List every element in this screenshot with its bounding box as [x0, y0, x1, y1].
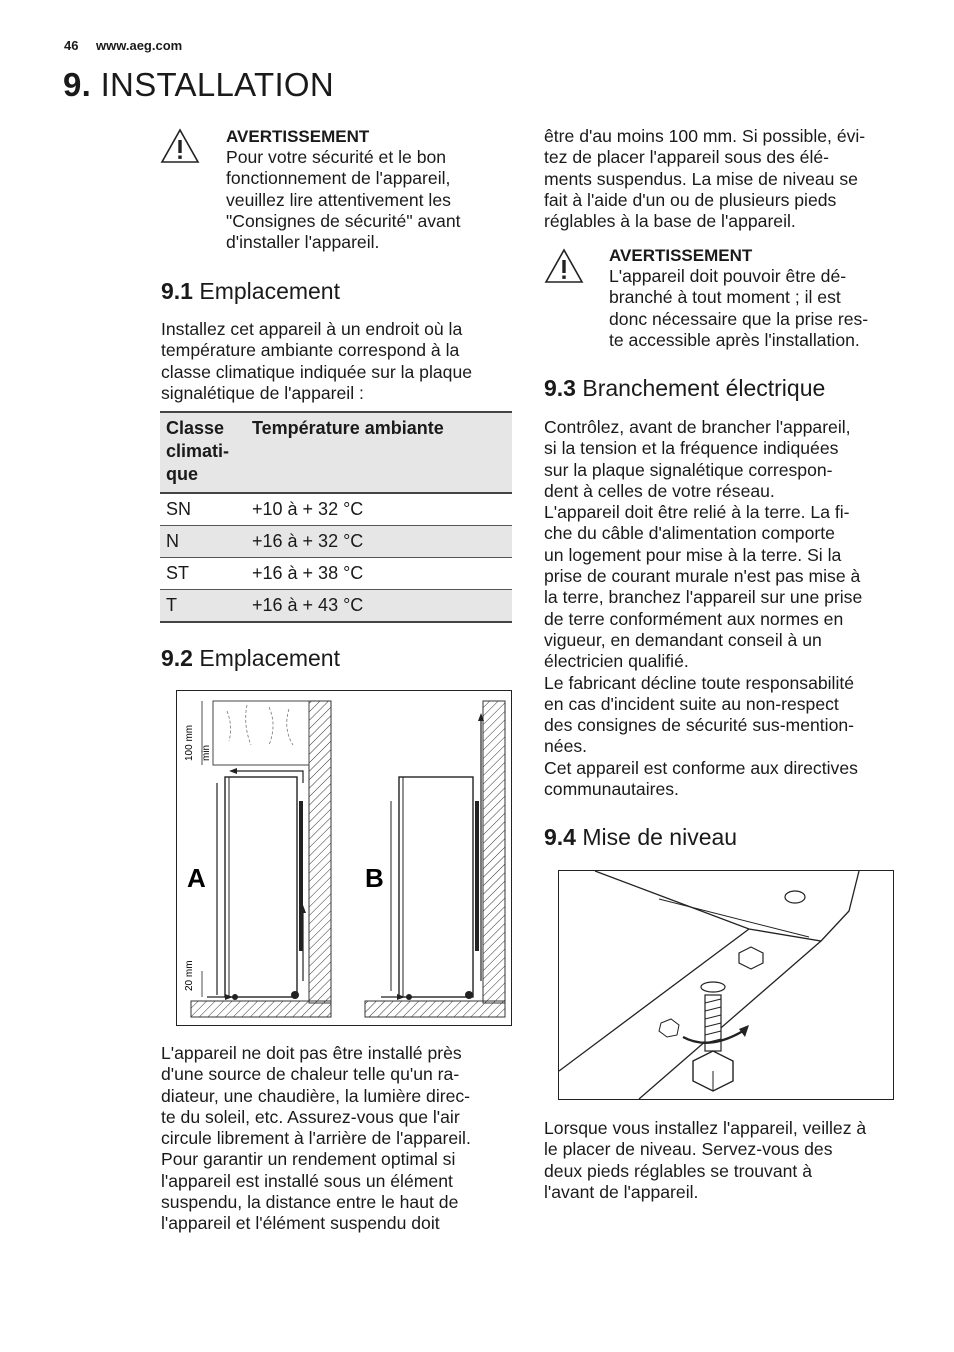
- paragraph-line: d'une source de chaleur telle qu'un ra-: [161, 1064, 460, 1085]
- paragraph-line: l'appareil et l'élément suspendu doit: [161, 1213, 440, 1234]
- table-cell-class: N: [160, 526, 246, 558]
- section-number: 9.2: [161, 645, 193, 671]
- section-9-4-text: [544, 1118, 904, 1203]
- section-title: Branchement électrique: [582, 375, 826, 401]
- section-9-1-heading: [161, 278, 340, 305]
- paragraph-line: communautaires.: [544, 779, 679, 800]
- warning-2-line: branché à tout moment ; il est: [609, 287, 841, 308]
- paragraph-line: température ambiante correspond à la: [161, 340, 460, 361]
- table-cell-class: ST: [160, 558, 246, 590]
- paragraph-line: signalétique de l'appareil :: [161, 382, 364, 403]
- section-title: Emplacement: [199, 278, 340, 304]
- paragraph-line: nées.: [544, 736, 588, 757]
- paragraph-line: réglables à la base de l'appareil.: [544, 211, 796, 232]
- table-header-class: [160, 412, 246, 493]
- paragraph-line: L'appareil ne doit pas être installé près: [161, 1043, 462, 1063]
- paragraph-line: Lorsque vous installez l'appareil, veillez à: [544, 1118, 867, 1138]
- header-line: climati-: [166, 441, 230, 461]
- paragraph-line: circule librement à l'arrière de l'appareil.: [161, 1128, 471, 1149]
- paragraph-line: ments suspendus. La mise de niveau se: [544, 168, 858, 189]
- climate-class-table: [160, 411, 512, 623]
- table-row: [160, 526, 512, 558]
- ventilation-figure: [176, 690, 512, 1026]
- dimension-20mm: 20 mm: [184, 960, 195, 991]
- warning-1-line: fonctionnement de l'appareil,: [226, 168, 451, 189]
- wall: [309, 701, 331, 1003]
- warning-2-line: L'appareil doit pouvoir être dé-: [609, 266, 847, 286]
- paragraph-line: L'appareil doit être relié à la terre. La fi-: [544, 502, 850, 523]
- warning-2-line: donc nécessaire que la prise res-: [609, 308, 869, 329]
- table-cell-temperature: +16 à + 43 °C: [246, 590, 512, 623]
- warning-1-title: AVERTISSEMENT: [226, 127, 370, 146]
- paragraph-line: Contrôlez, avant de brancher l'appareil,: [544, 417, 851, 437]
- leveling-foot-figure: [558, 870, 894, 1100]
- overhead-cabinet: [213, 701, 309, 765]
- paragraph-line: Pour garantir un rendement optimal si: [161, 1149, 456, 1170]
- paragraph-line: en cas d'incident suite au non-respect: [544, 693, 839, 714]
- warning-icon: [544, 248, 584, 284]
- paragraph-line: classe climatique indiquée sur la plaque: [161, 361, 473, 382]
- header-url: www.aeg.com: [96, 38, 183, 53]
- paragraph-line: che du câble d'alimentation comporte: [544, 523, 835, 544]
- rotate-arrow-icon: [739, 1025, 749, 1037]
- table-cell-temperature: +10 à + 32 °C: [246, 493, 512, 526]
- section-9-3-heading: [544, 375, 825, 402]
- section-9-1-text: [161, 319, 521, 404]
- table-cell-temperature: +16 à + 32 °C: [246, 526, 512, 558]
- warning-2-line: te accessible après l'installation.: [609, 329, 860, 350]
- paragraph-line: la terre, branchez l'appareil sur une prise: [544, 587, 863, 608]
- dimension-100mm: 100 mm: [184, 724, 195, 761]
- column-2-intro: [544, 126, 904, 232]
- section-title: Mise de niveau: [582, 824, 738, 850]
- warning-1-line: Pour votre sécurité et le bon: [226, 147, 447, 167]
- paragraph-line: fait à l'aide d'un ou de plusieurs pieds: [544, 189, 837, 210]
- paragraph-line: te du soleil, etc. Assurez-vous que l'air: [161, 1106, 460, 1127]
- chapter-number: 9.: [63, 66, 92, 103]
- paragraph-line: prise de courant murale n'est pas mise à: [544, 566, 861, 587]
- table-row: [160, 493, 512, 526]
- paragraph-line: l'avant de l'appareil.: [544, 1181, 699, 1202]
- table-row: [160, 590, 512, 623]
- paragraph-line: Installez cet appareil à un endroit où la: [161, 319, 463, 339]
- chapter-title: [63, 66, 334, 104]
- chapter-title-text: INSTALLATION: [100, 66, 335, 103]
- section-9-3-text: [544, 417, 904, 800]
- paragraph-line: être d'au moins 100 mm. Si possible, évi-: [544, 126, 866, 146]
- appliance: [225, 777, 297, 997]
- table-cell-class: T: [160, 590, 246, 623]
- section-9-4-heading: [544, 824, 737, 851]
- paragraph-line: dent à celles de votre réseau.: [544, 480, 775, 501]
- warning-1-line: "Consignes de sécurité" avant: [226, 210, 461, 231]
- paragraph-line: le placer de niveau. Servez-vous des: [544, 1139, 833, 1160]
- warning-2-title: AVERTISSEMENT: [609, 246, 753, 265]
- paragraph-line: vigueur, en demandant conseil à un: [544, 629, 822, 650]
- paragraph-line: Le fabricant décline toute responsabilité: [544, 672, 855, 693]
- table-header-temperature: Température ambiante: [246, 412, 512, 493]
- section-number: 9.4: [544, 824, 576, 850]
- section-9-2-heading: [161, 645, 340, 672]
- section-number: 9.1: [161, 278, 193, 304]
- paragraph-line: l'appareil est installé sous un élément: [161, 1170, 453, 1191]
- warning-2: [609, 245, 909, 351]
- table-cell-temperature: +16 à + 38 °C: [246, 558, 512, 590]
- paragraph-line: des consignes de sécurité sus-mention-: [544, 715, 855, 736]
- header-line: Classe: [166, 418, 225, 438]
- warning-1-line: d'installer l'appareil.: [226, 232, 380, 253]
- dimension-min: min: [201, 744, 212, 761]
- page-number: 46: [64, 38, 79, 53]
- warning-1-line: veuillez lire attentivement les: [226, 189, 451, 210]
- section-number: 9.3: [544, 375, 576, 401]
- table-row: [160, 558, 512, 590]
- figure-label-a: A: [187, 863, 206, 893]
- paragraph-line: si la tension et la fréquence indiquées: [544, 438, 839, 459]
- paragraph-line: deux pieds réglables se trouvant à: [544, 1160, 812, 1181]
- hole-icon: [785, 891, 805, 903]
- paragraph-line: Cet appareil est conforme aux directives: [544, 757, 858, 778]
- paragraph-line: diateur, une chaudière, la lumière direc-: [161, 1085, 471, 1106]
- table-cell-class: SN: [160, 493, 246, 526]
- table-header-row: [160, 412, 512, 493]
- section-title: Emplacement: [199, 645, 340, 671]
- section-9-2-text: [161, 1043, 521, 1235]
- paragraph-line: sur la plaque signalétique correspon-: [544, 459, 833, 480]
- paragraph-line: un logement pour mise à la terre. Si la: [544, 544, 842, 565]
- header-line: que: [166, 464, 199, 484]
- paragraph-line: tez de placer l'appareil sous des élé-: [544, 147, 830, 168]
- paragraph-line: électricien qualifié.: [544, 651, 689, 672]
- floor: [191, 1001, 331, 1017]
- paragraph-line: de terre conformément aux normes en: [544, 608, 844, 629]
- hex-nut-icon: [739, 947, 763, 969]
- warning-icon: [160, 128, 200, 164]
- figure-label-b: B: [365, 863, 384, 893]
- paragraph-line: suspendu, la distance entre le haut de: [161, 1192, 459, 1213]
- warning-1: [226, 126, 526, 253]
